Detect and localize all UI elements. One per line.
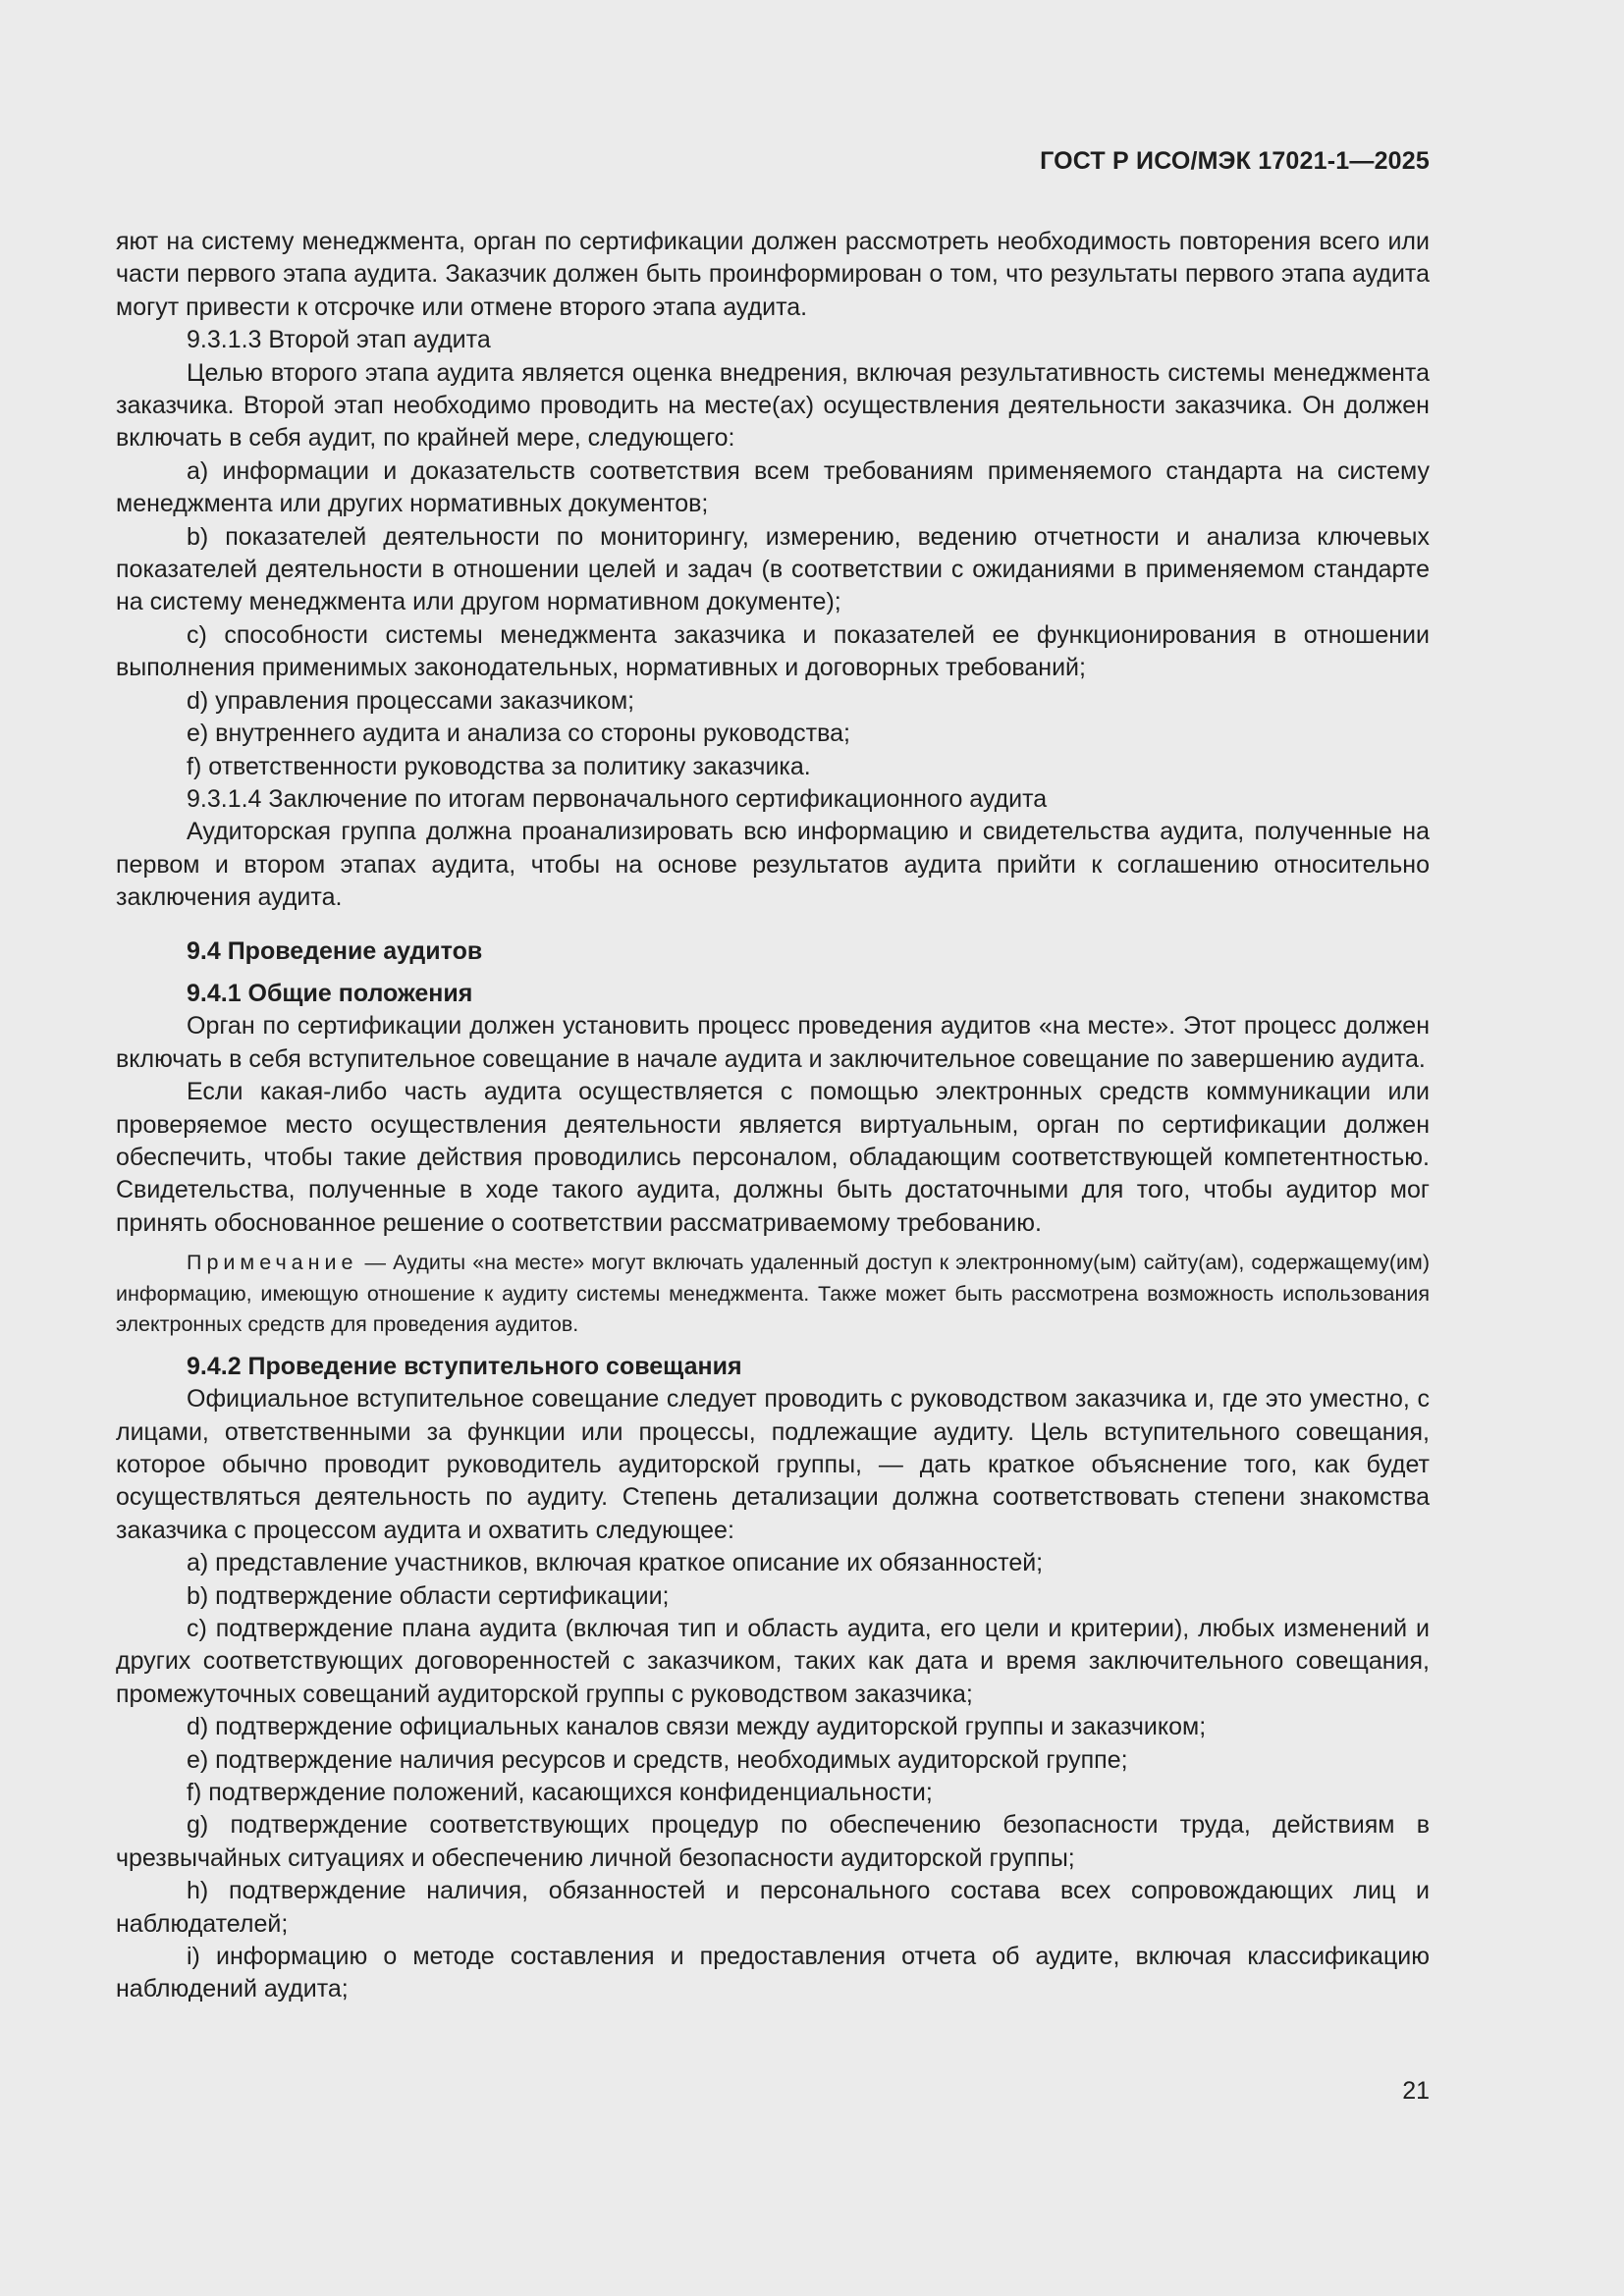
document-body [116,226,1430,2006]
list-item: c) способности системы менеджмента заказчика и показателей ее функционирования в отношении выполнения применимых законодательных, нормативных и договорных требований; [116,620,1430,682]
list-item: i) информацию о методе составления и предоставления отчета об аудите, включая классификацию наблюдений аудита; [116,1943,1430,2003]
list-item: a) информации и доказательств соответствия всем требованиям применяемого стандарта на систему менеджмента или других нормативных документов; [116,456,1430,518]
subsection-title-9-3-1-3: 9.3.1.3 Второй этап аудита [187,326,491,354]
paragraph: Если какая-либо часть аудита осуществляется с помощью электронных средств коммуникации или проверяемое место осуществления деятельности является виртуальным, орган по сертификации должен обеспечить, чтобы такие действия проводились персоналом, обладающим соответствующей компетентностью. Свидетельства, полученные в ходе такого аудита, должны быть достаточными для того, чтобы аудитор мог принять обоснованное решение о соответствии рассматриваемому требованию. [116,1078,1430,1237]
note-label: Примечание [187,1251,358,1275]
note-dash: — [357,1251,394,1275]
section-heading-9-4: 9.4 Проведение аудитов [187,936,483,965]
note [116,1248,1430,1341]
paragraph: Целью второго этапа аудита является оценка внедрения, включая результативность системы менеджмента заказчика. Второй этап необходимо проводить на месте(ах) осуществления деятельности заказчика. Он должен включать в себя аудит, по крайней мере, следующего: [116,358,1430,453]
list-item: g) подтверждение соответствующих процедур по обеспечению безопасности труда, действиям в чрезвычайных ситуациях и обеспечению личной безопасности аудиторской группы; [116,1811,1430,1872]
list-item: e) внутреннего аудита и анализа со стороны руководства; [187,720,850,748]
list-item: a) представление участников, включая краткое описание их обязанностей; [187,1549,1044,1577]
paragraph-continuation: яют на систему менеджмента, орган по сертификации должен рассмотреть необходимость повторения всего или части первого этапа аудита. Заказчик должен быть проинформирован о том, что результаты первого этапа аудита могут привести к отсрочке или отмене второго этапа аудита. [116,228,1430,321]
list-item: f) ответственности руководства за политику заказчика. [187,752,811,780]
section-heading-9-4-1: 9.4.1 Общие положения [187,979,473,1007]
list-item: h) подтверждение наличия, обязанностей и персонального состава всех сопровождающих лиц и наблюдателей; [116,1877,1430,1938]
list-item: e) подтверждение наличия ресурсов и средств, необходимых аудиторской группе; [187,1745,1128,1774]
paragraph: Официальное вступительное совещание следует проводить с руководством заказчика и, где это уместно, с лицами, ответственными за функции или процессы, подлежащие аудиту. Цель вступительного совещания, которое обычно проводит руководитель аудиторской группы, — дать краткое объяснение того, как будет осуществляться деятельность по аудиту. Степень детализации должна соответствовать степени знакомства заказчика с процессом аудита и охватить следующее: [116,1385,1430,1544]
list-item: f) подтверждение положений, касающихся конфиденциальности; [187,1778,933,1806]
list-item: b) показателей деятельности по мониторингу, измерению, ведению отчетности и анализа ключевых показателей деятельности в отношении целей и задач (в соответствии с ожиданиями в применяемом стандарте на систему менеджмента или другом нормативном документе); [116,522,1430,616]
subsection-title-9-3-1-4: 9.3.1.4 Заключение по итогам первоначального сертификационного аудита [187,784,1048,813]
page-number: 21 [1402,2077,1430,2105]
list-item: d) управления процессами заказчиком; [187,686,635,715]
list-item: b) подтверждение области сертификации; [187,1581,670,1610]
paragraph: Орган по сертификации должен установить процесс проведения аудитов «на месте». Этот процесс должен включать в себя вступительное совещание в начале аудита и заключительное совещание по завершению аудита. [116,1012,1430,1073]
paragraph: Аудиторская группа должна проанализировать всю информацию и свидетельства аудита, полученные на первом и втором этапах аудита, чтобы на основе результатов аудита прийти к соглашению относительно заключения аудита. [116,818,1430,912]
note-text: Аудиты «на месте» могут включать удаленный доступ к электронному(ым) сайту(ам), содержащему(им) информацию, имеющую отношение к аудиту системы менеджмента. Также может быть рассмотрена возможность использования электронных средств для проведения аудитов. [116,1251,1430,1337]
section-heading-9-4-2: 9.4.2 Проведение вступительного совещания [187,1352,742,1380]
list-item: d) подтверждение официальных каналов связи между аудиторской группы и заказчиком; [187,1713,1207,1741]
list-item: c) подтверждение плана аудита (включая тип и область аудита, его цели и критерии), любых изменений и других соответствующих договоренностей с заказчиком, таких как дата и время заключительного совещания, промежуточных совещаний аудиторской группы с руководством заказчика; [116,1614,1430,1708]
standard-header: ГОСТ Р ИСО/МЭК 17021-1—2025 [1040,147,1430,175]
